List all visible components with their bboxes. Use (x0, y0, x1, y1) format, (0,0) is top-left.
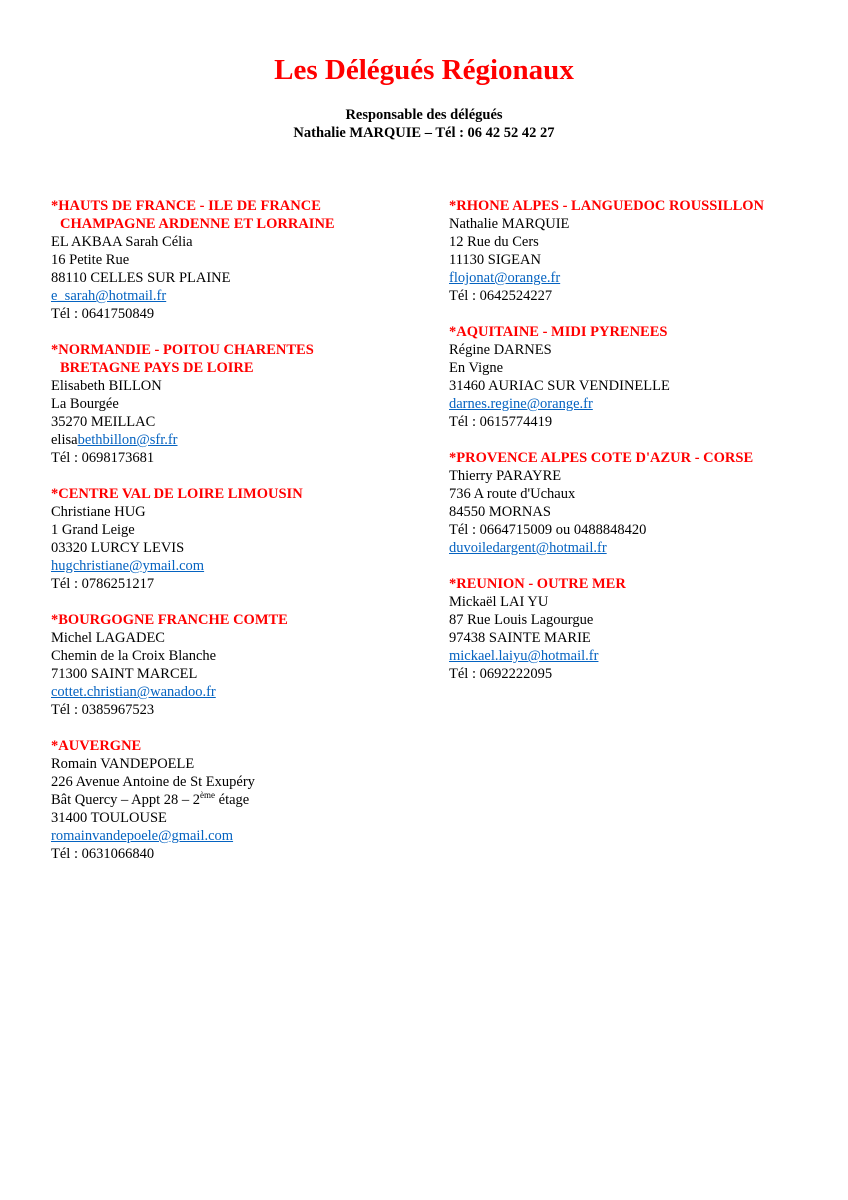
delegate-name: Régine DARNES (449, 342, 552, 358)
delegate-address: La Bourgée (51, 396, 119, 412)
floor-superscript: ème (200, 790, 216, 801)
floor-text: étage (215, 792, 250, 808)
delegate-email-link[interactable]: cottet.christian@wanadoo.fr (51, 684, 216, 700)
delegate-address: Chemin de la Croix Blanche (51, 648, 217, 664)
delegate-address: 1 Grand Leige (51, 522, 135, 538)
delegate-phone: Tél : 0698173681 (51, 450, 155, 466)
region-title: *HAUTS DE FRANCE - ILE DE FRANCE (51, 198, 321, 214)
delegate-email-link[interactable]: flojonat@orange.fr (449, 270, 561, 286)
delegate-email-link[interactable]: duvoiledargent@hotmail.fr (449, 540, 607, 556)
delegate-city: 97438 SAINTE MARIE (449, 630, 591, 646)
delegate-phone: Tél : 0692222095 (449, 666, 553, 682)
right-column (449, 197, 839, 701)
page-subtitle (0, 106, 848, 142)
delegate-city: 84550 MORNAS (449, 504, 551, 520)
delegate-block-rhone-alpes (449, 197, 839, 305)
delegate-email-link[interactable]: bethbillon@sfr.fr (77, 432, 178, 448)
region-title: *REUNION - OUTRE MER (449, 576, 626, 592)
subtitle-responsable: Responsable des délégués (345, 107, 503, 123)
delegate-address: 736 A route d'Uchaux (449, 486, 576, 502)
delegate-email-link[interactable]: romainvandepoele@gmail.com (51, 828, 234, 844)
region-title: *BOURGOGNE FRANCHE COMTE (51, 612, 288, 628)
delegate-block-normandie (51, 341, 431, 467)
delegate-name: Mickaël LAI YU (449, 594, 549, 610)
region-title: *AQUITAINE - MIDI PYRENEES (449, 324, 668, 340)
delegate-block-reunion (449, 575, 839, 683)
delegate-name: Thierry PARAYRE (449, 468, 562, 484)
delegate-email (51, 431, 431, 449)
delegate-block-aquitaine (449, 323, 839, 431)
delegate-name: Nathalie MARQUIE (449, 216, 570, 232)
delegate-city: 88110 CELLES SUR PLAINE (51, 270, 231, 286)
delegate-name: Elisabeth BILLON (51, 378, 162, 394)
delegate-city: 71300 SAINT MARCEL (51, 666, 198, 682)
delegate-address: 12 Rue du Cers (449, 234, 539, 250)
delegate-block-bourgogne (51, 611, 431, 719)
delegate-phone: Tél : 0615774419 (449, 414, 553, 430)
region-title: *PROVENCE ALPES COTE D'AZUR - CORSE (449, 450, 754, 466)
delegate-address: 16 Petite Rue (51, 252, 130, 268)
delegate-email-link[interactable]: e_sarah@hotmail.fr (51, 288, 167, 304)
delegate-address-building (51, 791, 431, 809)
delegate-address: En Vigne (449, 360, 504, 376)
delegate-phone: Tél : 0631066840 (51, 846, 155, 862)
region-title: *CENTRE VAL DE LOIRE LIMOUSIN (51, 486, 303, 502)
region-title: *NORMANDIE - POITOU CHARENTES (51, 342, 314, 358)
delegate-block-provence (449, 449, 839, 557)
delegate-name: EL AKBAA Sarah Célia (51, 234, 193, 250)
delegate-block-hauts-de-france (51, 197, 431, 323)
region-title-continued: CHAMPAGNE ARDENNE ET LORRAINE (60, 216, 335, 232)
delegate-city: 35270 MEILLAC (51, 414, 156, 430)
region-title: *RHONE ALPES - LANGUEDOC ROUSSILLON (449, 198, 765, 214)
delegate-email-link[interactable]: hugchristiane@ymail.com (51, 558, 205, 574)
delegate-phone: Tél : 0641750849 (51, 306, 155, 322)
delegate-city: 31400 TOULOUSE (51, 810, 167, 826)
delegate-city: 11130 SIGEAN (449, 252, 541, 268)
delegate-address: 87 Rue Louis Lagourgue (449, 612, 594, 628)
delegate-phone: Tél : 0786251217 (51, 576, 155, 592)
delegate-name: Christiane HUG (51, 504, 146, 520)
delegate-phone: Tél : 0642524227 (449, 288, 553, 304)
delegate-email-link[interactable]: darnes.regine@orange.fr (449, 396, 593, 412)
region-title: *AUVERGNE (51, 738, 142, 754)
delegate-city: 31460 AURIAC SUR VENDINELLE (449, 378, 670, 394)
email-prefix-text: elisa (51, 432, 78, 448)
delegate-address: 226 Avenue Antoine de St Exupéry (51, 774, 255, 790)
region-title-continued: BRETAGNE PAYS DE LOIRE (60, 360, 254, 376)
page-title: Les Délégués Régionaux (274, 54, 574, 86)
delegate-city: 03320 LURCY LEVIS (51, 540, 185, 556)
delegate-phone: Tél : 0664715009 ou 0488848420 (449, 522, 647, 538)
left-column (51, 197, 431, 881)
delegate-email-link[interactable]: mickael.laiyu@hotmail.fr (449, 648, 599, 664)
delegate-name: Michel LAGADEC (51, 630, 165, 646)
delegate-name: Romain VANDEPOELE (51, 756, 195, 772)
delegate-block-auvergne (51, 737, 431, 863)
delegate-phone: Tél : 0385967523 (51, 702, 155, 718)
subtitle-contact: Nathalie MARQUIE – Tél : 06 42 52 42 27 (293, 125, 555, 141)
delegate-block-centre-val-de-loire (51, 485, 431, 593)
building-text: Bât Quercy – Appt 28 – 2 (51, 792, 201, 808)
